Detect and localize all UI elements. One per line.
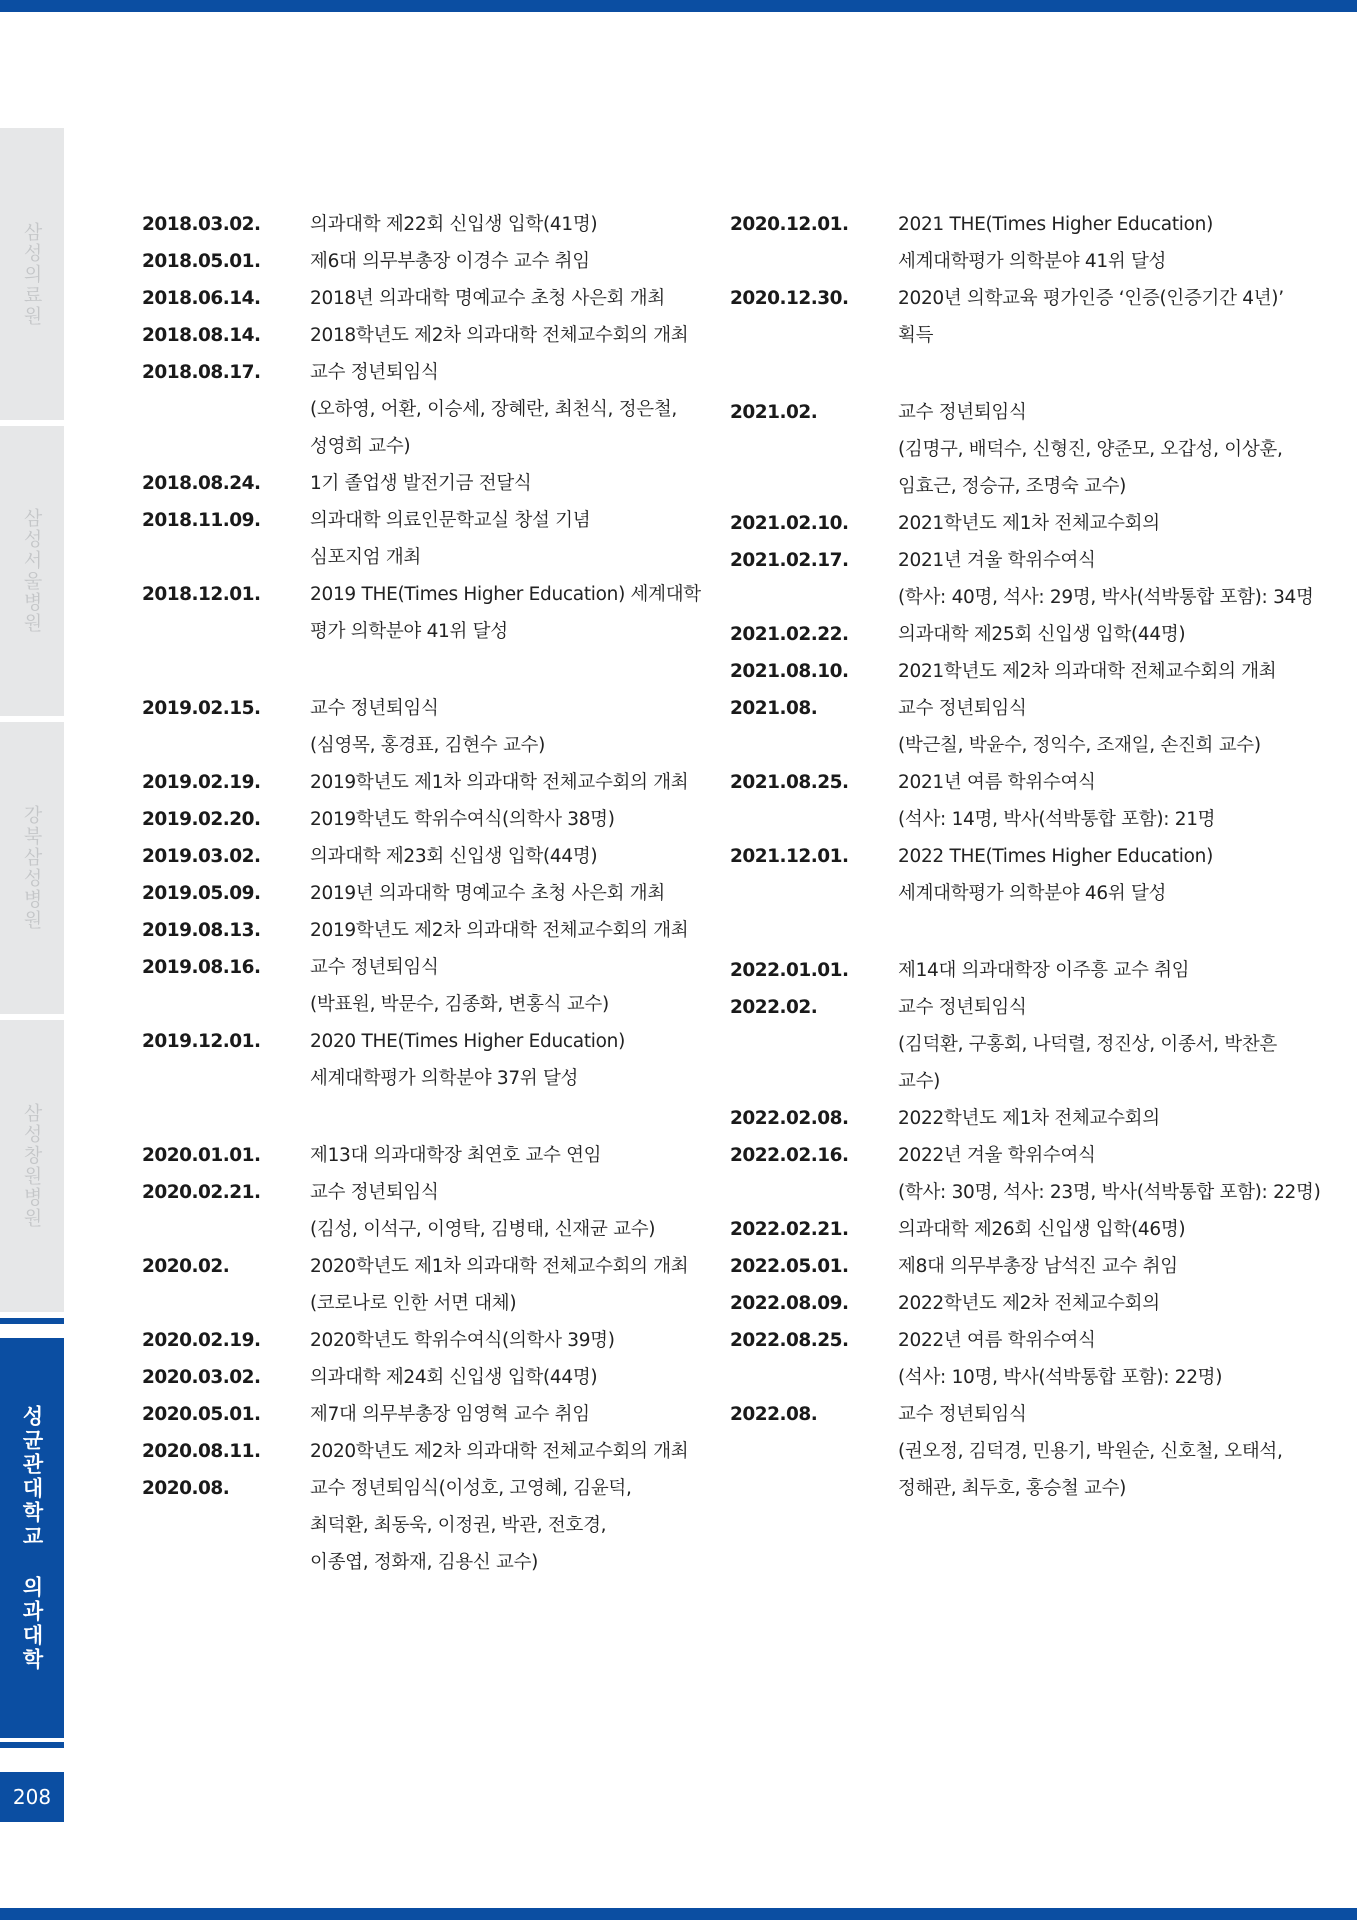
entry-date: 2018.08.14. bbox=[142, 325, 261, 346]
page-number: 208 bbox=[0, 1772, 64, 1822]
entry-date: 2020.01.01. bbox=[142, 1145, 261, 1166]
timeline-entry bbox=[730, 1396, 1290, 1507]
entry-text: 세계대학평가 의학분야 41위 달성 bbox=[898, 251, 1167, 272]
entry-date: 2022.02.21. bbox=[730, 1219, 849, 1240]
timeline-entry bbox=[142, 1248, 689, 1322]
timeline-entry bbox=[730, 206, 1290, 280]
entry-date: 2021.02.17. bbox=[730, 550, 849, 571]
entry-text: 2021년 여름 학위수여식 bbox=[898, 772, 1096, 793]
entry-text: 정해관, 최두호, 홍승철 교수) bbox=[898, 1478, 1127, 1499]
entry-text: 교수 정년퇴임식 bbox=[310, 362, 439, 383]
timeline-entry bbox=[730, 505, 1290, 542]
entry-text: 2018학년도 제2차 의과대학 전체교수회의 개최 bbox=[310, 325, 689, 346]
timeline-entry bbox=[142, 1023, 682, 1097]
sidebar-tab-label: 삼성의료원 bbox=[20, 221, 43, 327]
entry-text: 2019 THE(Times Higher Education) 세계대학 bbox=[310, 584, 701, 605]
entry-text: 교수 정년퇴임식 bbox=[898, 997, 1027, 1018]
bottom-border-bar bbox=[0, 1908, 1357, 1920]
entry-date: 2020.02. bbox=[142, 1256, 230, 1277]
entry-text: 교수 정년퇴임식 bbox=[310, 698, 439, 719]
timeline-column-right bbox=[730, 206, 1321, 1507]
entry-text: (오하영, 어환, 이승세, 장혜란, 최천식, 정은철, bbox=[310, 399, 678, 420]
entry-text: 의과대학 제25회 신입생 입학(44명) bbox=[898, 624, 1186, 645]
timeline-entry bbox=[730, 1100, 1290, 1137]
sidebar-tab-kangbuk-samsung-hospital[interactable] bbox=[0, 722, 64, 1014]
timeline-entry bbox=[142, 1396, 682, 1433]
year-spacer bbox=[142, 650, 682, 690]
entry-text: 교수 정년퇴임식(이성호, 고영혜, 김윤덕, bbox=[310, 1478, 632, 1499]
entry-date: 2019.02.20. bbox=[142, 809, 261, 830]
sidebar-tab-samsung-medical-center[interactable] bbox=[0, 128, 64, 420]
sidebar-tab-label: 강북삼성병원 bbox=[20, 805, 43, 931]
entry-text: 교수 정년퇴임식 bbox=[310, 1182, 439, 1203]
entry-text: 획득 bbox=[898, 325, 934, 346]
entry-date: 2019.02.15. bbox=[142, 698, 261, 719]
entry-text: 2020학년도 학위수여식(의학사 39명) bbox=[310, 1330, 615, 1351]
timeline-entry bbox=[730, 542, 1314, 616]
entry-text: 2020 THE(Times Higher Education) bbox=[310, 1031, 625, 1052]
timeline-entry bbox=[142, 875, 682, 912]
entry-text: 심포지엄 개최 bbox=[310, 547, 422, 568]
entry-text: 임효근, 정승규, 조명숙 교수) bbox=[898, 476, 1127, 497]
entry-text: 의과대학 제24회 신입생 입학(44명) bbox=[310, 1367, 598, 1388]
entry-text: (박표원, 박문수, 김종화, 변홍식 교수) bbox=[310, 994, 609, 1015]
entry-date: 2019.08.16. bbox=[142, 957, 261, 978]
entry-text: (석사: 10명, 박사(석박통합 포함): 22명) bbox=[898, 1367, 1223, 1388]
entry-text: 이종엽, 정화재, 김용신 교수) bbox=[310, 1552, 539, 1573]
timeline-entry bbox=[142, 1322, 682, 1359]
entry-text: 2022년 겨울 학위수여식 bbox=[898, 1145, 1096, 1166]
entry-text: 교수) bbox=[898, 1071, 941, 1092]
entry-date: 2021.02.10. bbox=[730, 513, 849, 534]
entry-text: (김명구, 배덕수, 신형진, 양준모, 오갑성, 이상훈, bbox=[898, 439, 1283, 460]
entry-text: 2021학년도 제2차 의과대학 전체교수회의 개최 bbox=[898, 661, 1277, 682]
entry-date: 2018.08.24. bbox=[142, 473, 261, 494]
entry-text: 최덕환, 최동욱, 이정권, 박관, 전호경, bbox=[310, 1515, 607, 1536]
entry-date: 2019.08.13. bbox=[142, 920, 261, 941]
entry-date: 2020.05.01. bbox=[142, 1404, 261, 1425]
timeline-entry bbox=[142, 838, 682, 875]
entry-text: 2022 THE(Times Higher Education) bbox=[898, 846, 1213, 867]
entry-text: 세계대학평가 의학분야 37위 달성 bbox=[310, 1068, 579, 1089]
entry-text: (코로나로 인한 서면 대체) bbox=[310, 1293, 517, 1314]
entry-date: 2021.02. bbox=[730, 402, 818, 423]
entry-text: 제7대 의무부총장 임영혁 교수 취임 bbox=[310, 1404, 590, 1425]
entry-text: 2019학년도 제1차 의과대학 전체교수회의 개최 bbox=[310, 772, 689, 793]
entry-date: 2019.02.19. bbox=[142, 772, 261, 793]
timeline-column-left bbox=[142, 206, 701, 1581]
sidebar-tab-skku-medicine-active[interactable] bbox=[0, 1338, 64, 1738]
timeline-entry bbox=[142, 912, 689, 949]
timeline-entry bbox=[142, 576, 701, 650]
entry-date: 2020.12.01. bbox=[730, 214, 849, 235]
entry-date: 2021.08.10. bbox=[730, 661, 849, 682]
entry-text: 2020학년도 제1차 의과대학 전체교수회의 개최 bbox=[310, 1256, 689, 1277]
entry-text: 2018년 의과대학 명예교수 초청 사은회 개최 bbox=[310, 288, 665, 309]
entry-date: 2019.03.02. bbox=[142, 846, 261, 867]
entry-text: 교수 정년퇴임식 bbox=[898, 1404, 1027, 1425]
entry-date: 2022.02.08. bbox=[730, 1108, 849, 1129]
entry-text: 교수 정년퇴임식 bbox=[310, 957, 439, 978]
entry-text: 2020년 의학교육 평가인증 ‘인증(인증기간 4년)’ bbox=[898, 288, 1284, 309]
timeline-entry bbox=[142, 502, 682, 576]
entry-text: 2022학년도 제1차 전체교수회의 bbox=[898, 1108, 1160, 1129]
timeline-entry bbox=[142, 280, 682, 317]
timeline-entry bbox=[730, 1137, 1321, 1211]
entry-text: 교수 정년퇴임식 bbox=[898, 402, 1027, 423]
entry-date: 2022.08.25. bbox=[730, 1330, 849, 1351]
entry-text: (학사: 40명, 석사: 29명, 박사(석박통합 포함): 34명 bbox=[898, 587, 1314, 608]
timeline-entry bbox=[142, 317, 689, 354]
timeline-entry bbox=[730, 989, 1290, 1100]
timeline-entry bbox=[730, 1211, 1290, 1248]
entry-text: 제8대 의무부총장 남석진 교수 취임 bbox=[898, 1256, 1178, 1277]
timeline-entry bbox=[142, 465, 682, 502]
entry-text: 제14대 의과대학장 이주흥 교수 취임 bbox=[898, 960, 1190, 981]
entry-date: 2021.08. bbox=[730, 698, 818, 719]
timeline-entry bbox=[730, 1248, 1290, 1285]
sidebar-active-label: 성균관대학교 의과대학 bbox=[20, 1404, 44, 1672]
sidebar-divider bbox=[0, 1318, 64, 1324]
entry-text: 평가 의학분야 41위 달성 bbox=[310, 621, 508, 642]
year-spacer bbox=[730, 354, 1290, 394]
timeline-entry bbox=[730, 952, 1290, 989]
entry-text: 1기 졸업생 발전기금 전달식 bbox=[310, 473, 532, 494]
timeline-entry bbox=[730, 280, 1290, 354]
entry-date: 2020.08. bbox=[142, 1478, 230, 1499]
entry-date: 2019.12.01. bbox=[142, 1031, 261, 1052]
entry-text: (권오정, 김덕경, 민용기, 박원순, 신호철, 오태석, bbox=[898, 1441, 1283, 1462]
sidebar-tab-label: 삼성서울병원 bbox=[20, 508, 43, 634]
top-border-bar bbox=[0, 0, 1357, 12]
entry-date: 2018.08.17. bbox=[142, 362, 261, 383]
timeline-entry bbox=[142, 1137, 682, 1174]
year-spacer bbox=[730, 912, 1290, 952]
entry-text: 의과대학 제26회 신입생 입학(46명) bbox=[898, 1219, 1186, 1240]
entry-text: 2020학년도 제2차 의과대학 전체교수회의 개최 bbox=[310, 1441, 689, 1462]
timeline-entry bbox=[142, 1174, 682, 1248]
entry-date: 2022.02. bbox=[730, 997, 818, 1018]
timeline-entry bbox=[142, 1470, 682, 1581]
entry-date: 2022.08.09. bbox=[730, 1293, 849, 1314]
sidebar-tab-label: 삼성창원병원 bbox=[20, 1103, 43, 1229]
entry-text: 2022년 여름 학위수여식 bbox=[898, 1330, 1096, 1351]
entry-date: 2018.03.02. bbox=[142, 214, 261, 235]
entry-text: 2019학년도 학위수여식(의학사 38명) bbox=[310, 809, 615, 830]
timeline-entry bbox=[730, 838, 1290, 912]
sidebar-tab-samsung-seoul-hospital[interactable] bbox=[0, 426, 64, 716]
entry-date: 2022.08. bbox=[730, 1404, 818, 1425]
entry-date: 2020.02.19. bbox=[142, 1330, 261, 1351]
timeline-entry bbox=[730, 764, 1290, 838]
timeline-entry bbox=[730, 690, 1290, 764]
sidebar-tab-samsung-changwon-hospital[interactable] bbox=[0, 1020, 64, 1312]
timeline-entry bbox=[730, 653, 1290, 690]
timeline-entry bbox=[730, 1322, 1290, 1396]
entry-text: 2021년 겨울 학위수여식 bbox=[898, 550, 1096, 571]
entry-date: 2022.01.01. bbox=[730, 960, 849, 981]
entry-text: 의과대학 제22회 신입생 입학(41명) bbox=[310, 214, 598, 235]
year-spacer bbox=[142, 1097, 682, 1137]
entry-text: 의과대학 제23회 신입생 입학(44명) bbox=[310, 846, 598, 867]
entry-date: 2020.03.02. bbox=[142, 1367, 261, 1388]
timeline-entry bbox=[730, 616, 1290, 653]
entry-date: 2019.05.09. bbox=[142, 883, 261, 904]
entry-text: 2019년 의과대학 명예교수 초청 사은회 개최 bbox=[310, 883, 665, 904]
entry-date: 2020.02.21. bbox=[142, 1182, 261, 1203]
entry-date: 2021.08.25. bbox=[730, 772, 849, 793]
entry-date: 2022.02.16. bbox=[730, 1145, 849, 1166]
entry-text: (석사: 14명, 박사(석박통합 포함): 21명 bbox=[898, 809, 1216, 830]
entry-text: 2019학년도 제2차 의과대학 전체교수회의 개최 bbox=[310, 920, 689, 941]
entry-date: 2018.12.01. bbox=[142, 584, 261, 605]
entry-text: 의과대학 의료인문학교실 창설 기념 bbox=[310, 510, 591, 531]
entry-text: (박근칠, 박윤수, 정익수, 조재일, 손진희 교수) bbox=[898, 735, 1261, 756]
entry-text: 세계대학평가 의학분야 46위 달성 bbox=[898, 883, 1167, 904]
entry-text: 성영희 교수) bbox=[310, 436, 411, 457]
timeline-entry bbox=[142, 1433, 689, 1470]
entry-text: (김성, 이석구, 이영탁, 김병태, 신재균 교수) bbox=[310, 1219, 656, 1240]
entry-text: 제13대 의과대학장 최연호 교수 연임 bbox=[310, 1145, 602, 1166]
entry-text: (심영목, 홍경표, 김현수 교수) bbox=[310, 735, 546, 756]
entry-text: 2021학년도 제1차 전체교수회의 bbox=[898, 513, 1160, 534]
timeline-entry bbox=[142, 801, 682, 838]
sidebar-divider bbox=[0, 1742, 64, 1748]
entry-date: 2022.05.01. bbox=[730, 1256, 849, 1277]
entry-date: 2020.08.11. bbox=[142, 1441, 261, 1462]
entry-date: 2018.06.14. bbox=[142, 288, 261, 309]
entry-text: (김덕환, 구홍회, 나덕렬, 정진상, 이종서, 박찬흔 bbox=[898, 1034, 1278, 1055]
entry-date: 2021.02.22. bbox=[730, 624, 849, 645]
timeline-entry bbox=[142, 764, 689, 801]
entry-text: 교수 정년퇴임식 bbox=[898, 698, 1027, 719]
timeline-entry bbox=[142, 206, 682, 243]
entry-text: 제6대 의무부총장 이경수 교수 취임 bbox=[310, 251, 590, 272]
timeline-entry bbox=[142, 354, 682, 465]
entry-text: 2022학년도 제2차 전체교수회의 bbox=[898, 1293, 1160, 1314]
entry-text: (학사: 30명, 석사: 23명, 박사(석박통합 포함): 22명) bbox=[898, 1182, 1321, 1203]
entry-date: 2021.12.01. bbox=[730, 846, 849, 867]
timeline-entry bbox=[142, 1359, 682, 1396]
entry-date: 2018.05.01. bbox=[142, 251, 261, 272]
timeline-entry bbox=[730, 1285, 1290, 1322]
timeline-entry bbox=[142, 949, 682, 1023]
entry-date: 2020.12.30. bbox=[730, 288, 849, 309]
entry-text: 2021 THE(Times Higher Education) bbox=[898, 214, 1213, 235]
entry-date: 2018.11.09. bbox=[142, 510, 261, 531]
timeline-entry bbox=[142, 690, 682, 764]
timeline-entry bbox=[730, 394, 1290, 505]
timeline-entry bbox=[142, 243, 682, 280]
